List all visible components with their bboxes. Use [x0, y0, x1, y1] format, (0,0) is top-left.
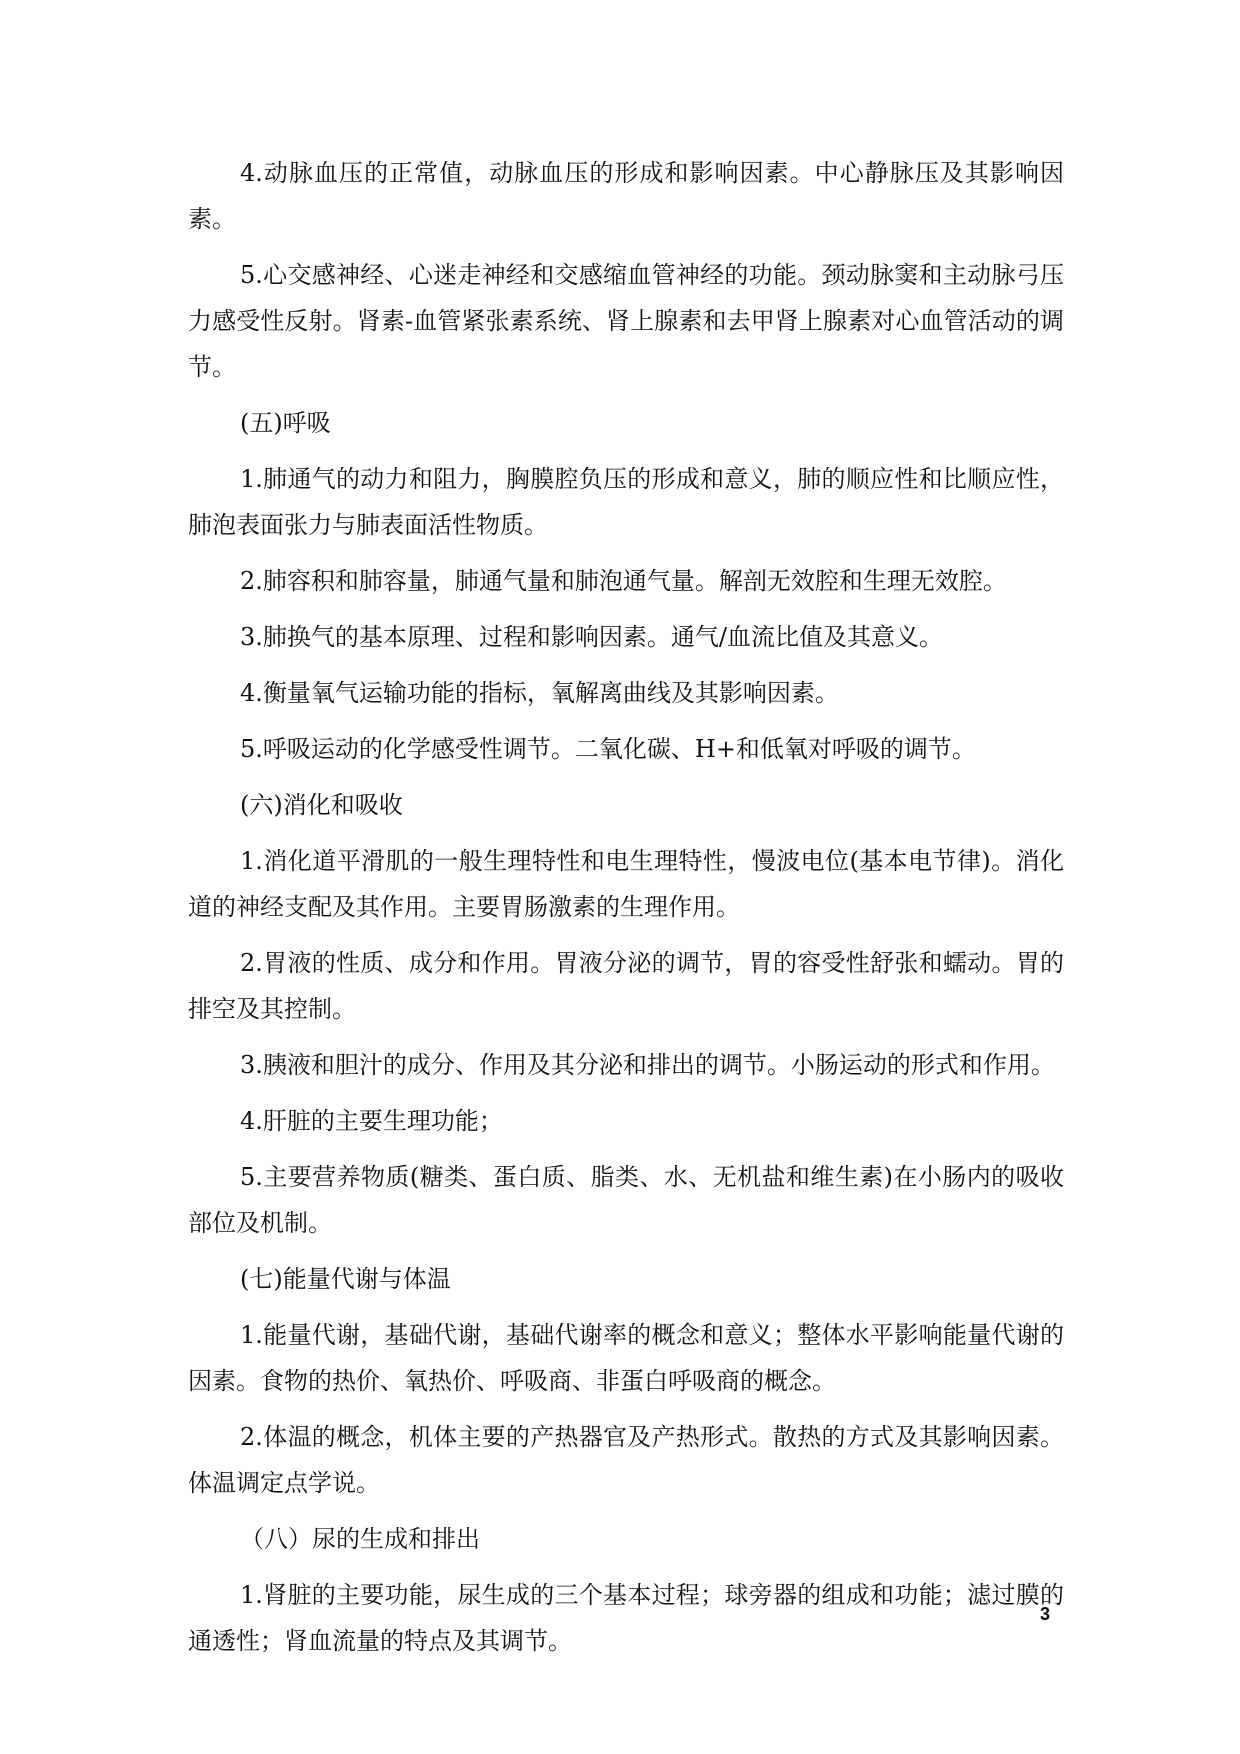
paragraph: 5.主要营养物质(糖类、蛋白质、脂类、水、无机盐和维生素)在小肠内的吸收部位及机制。 [188, 1163, 1064, 1237]
paragraph: 2.肺容积和肺容量，肺通气量和肺泡通气量。解剖无效腔和生理无效腔。 [240, 567, 1007, 595]
paragraph: 3.肺换气的基本原理、过程和影响因素。通气/血流比值及其意义。 [240, 623, 943, 651]
paragraph: 5.呼吸运动的化学感受性调节。二氧化碳、H+和低氧对呼吸的调节。 [240, 735, 976, 763]
paragraph: 4.动脉血压的正常值，动脉血压的形成和影响因素。中心静脉压及其影响因素。 [188, 159, 1064, 233]
page-content [188, 150, 1064, 1674]
page-number: 3 [1040, 1604, 1051, 1624]
paragraph: 4.衡量氧气运输功能的指标，氧解离曲线及其影响因素。 [240, 679, 839, 707]
paragraph: 1.肾脏的主要功能，尿生成的三个基本过程；球旁器的组成和功能；滤过膜的通透性；肾血流量的特点及其调节。 [188, 1581, 1064, 1655]
section-heading: (六)消化和吸收 [240, 791, 403, 819]
paragraph: 1.肺通气的动力和阻力，胸膜腔负压的形成和意义，肺的顺应性和比顺应性，肺泡表面张力与肺表面活性物质。 [188, 465, 1064, 539]
paragraph: 1.能量代谢，基础代谢，基础代谢率的概念和意义；整体水平影响能量代谢的因素。食物的热价、氧热价、呼吸商、非蛋白呼吸商的概念。 [188, 1321, 1064, 1395]
paragraph: 2.体温的概念，机体主要的产热器官及产热形式。散热的方式及其影响因素。体温调定点学说。 [188, 1423, 1064, 1497]
paragraph: 1.消化道平滑肌的一般生理特性和电生理特性，慢波电位(基本电节律)。消化道的神经支配及其作用。主要胃肠激素的生理作用。 [188, 847, 1064, 921]
paragraph: 4.肝脏的主要生理功能； [240, 1107, 503, 1135]
section-heading: （八）尿的生成和排出 [240, 1525, 480, 1553]
paragraph: 3.胰液和胆汁的成分、作用及其分泌和排出的调节。小肠运动的形式和作用。 [240, 1051, 1055, 1079]
section-heading: (五)呼吸 [240, 409, 331, 437]
paragraph: 5.心交感神经、心迷走神经和交感缩血管神经的功能。颈动脉窦和主动脉弓压力感受性反射。肾素-血管紧张素系统、肾上腺素和去甲肾上腺素对心血管活动的调节。 [188, 261, 1064, 381]
section-heading: (七)能量代谢与体温 [240, 1265, 451, 1293]
paragraph: 2.胃液的性质、成分和作用。胃液分泌的调节，胃的容受性舒张和蠕动。胃的排空及其控制。 [188, 949, 1064, 1023]
